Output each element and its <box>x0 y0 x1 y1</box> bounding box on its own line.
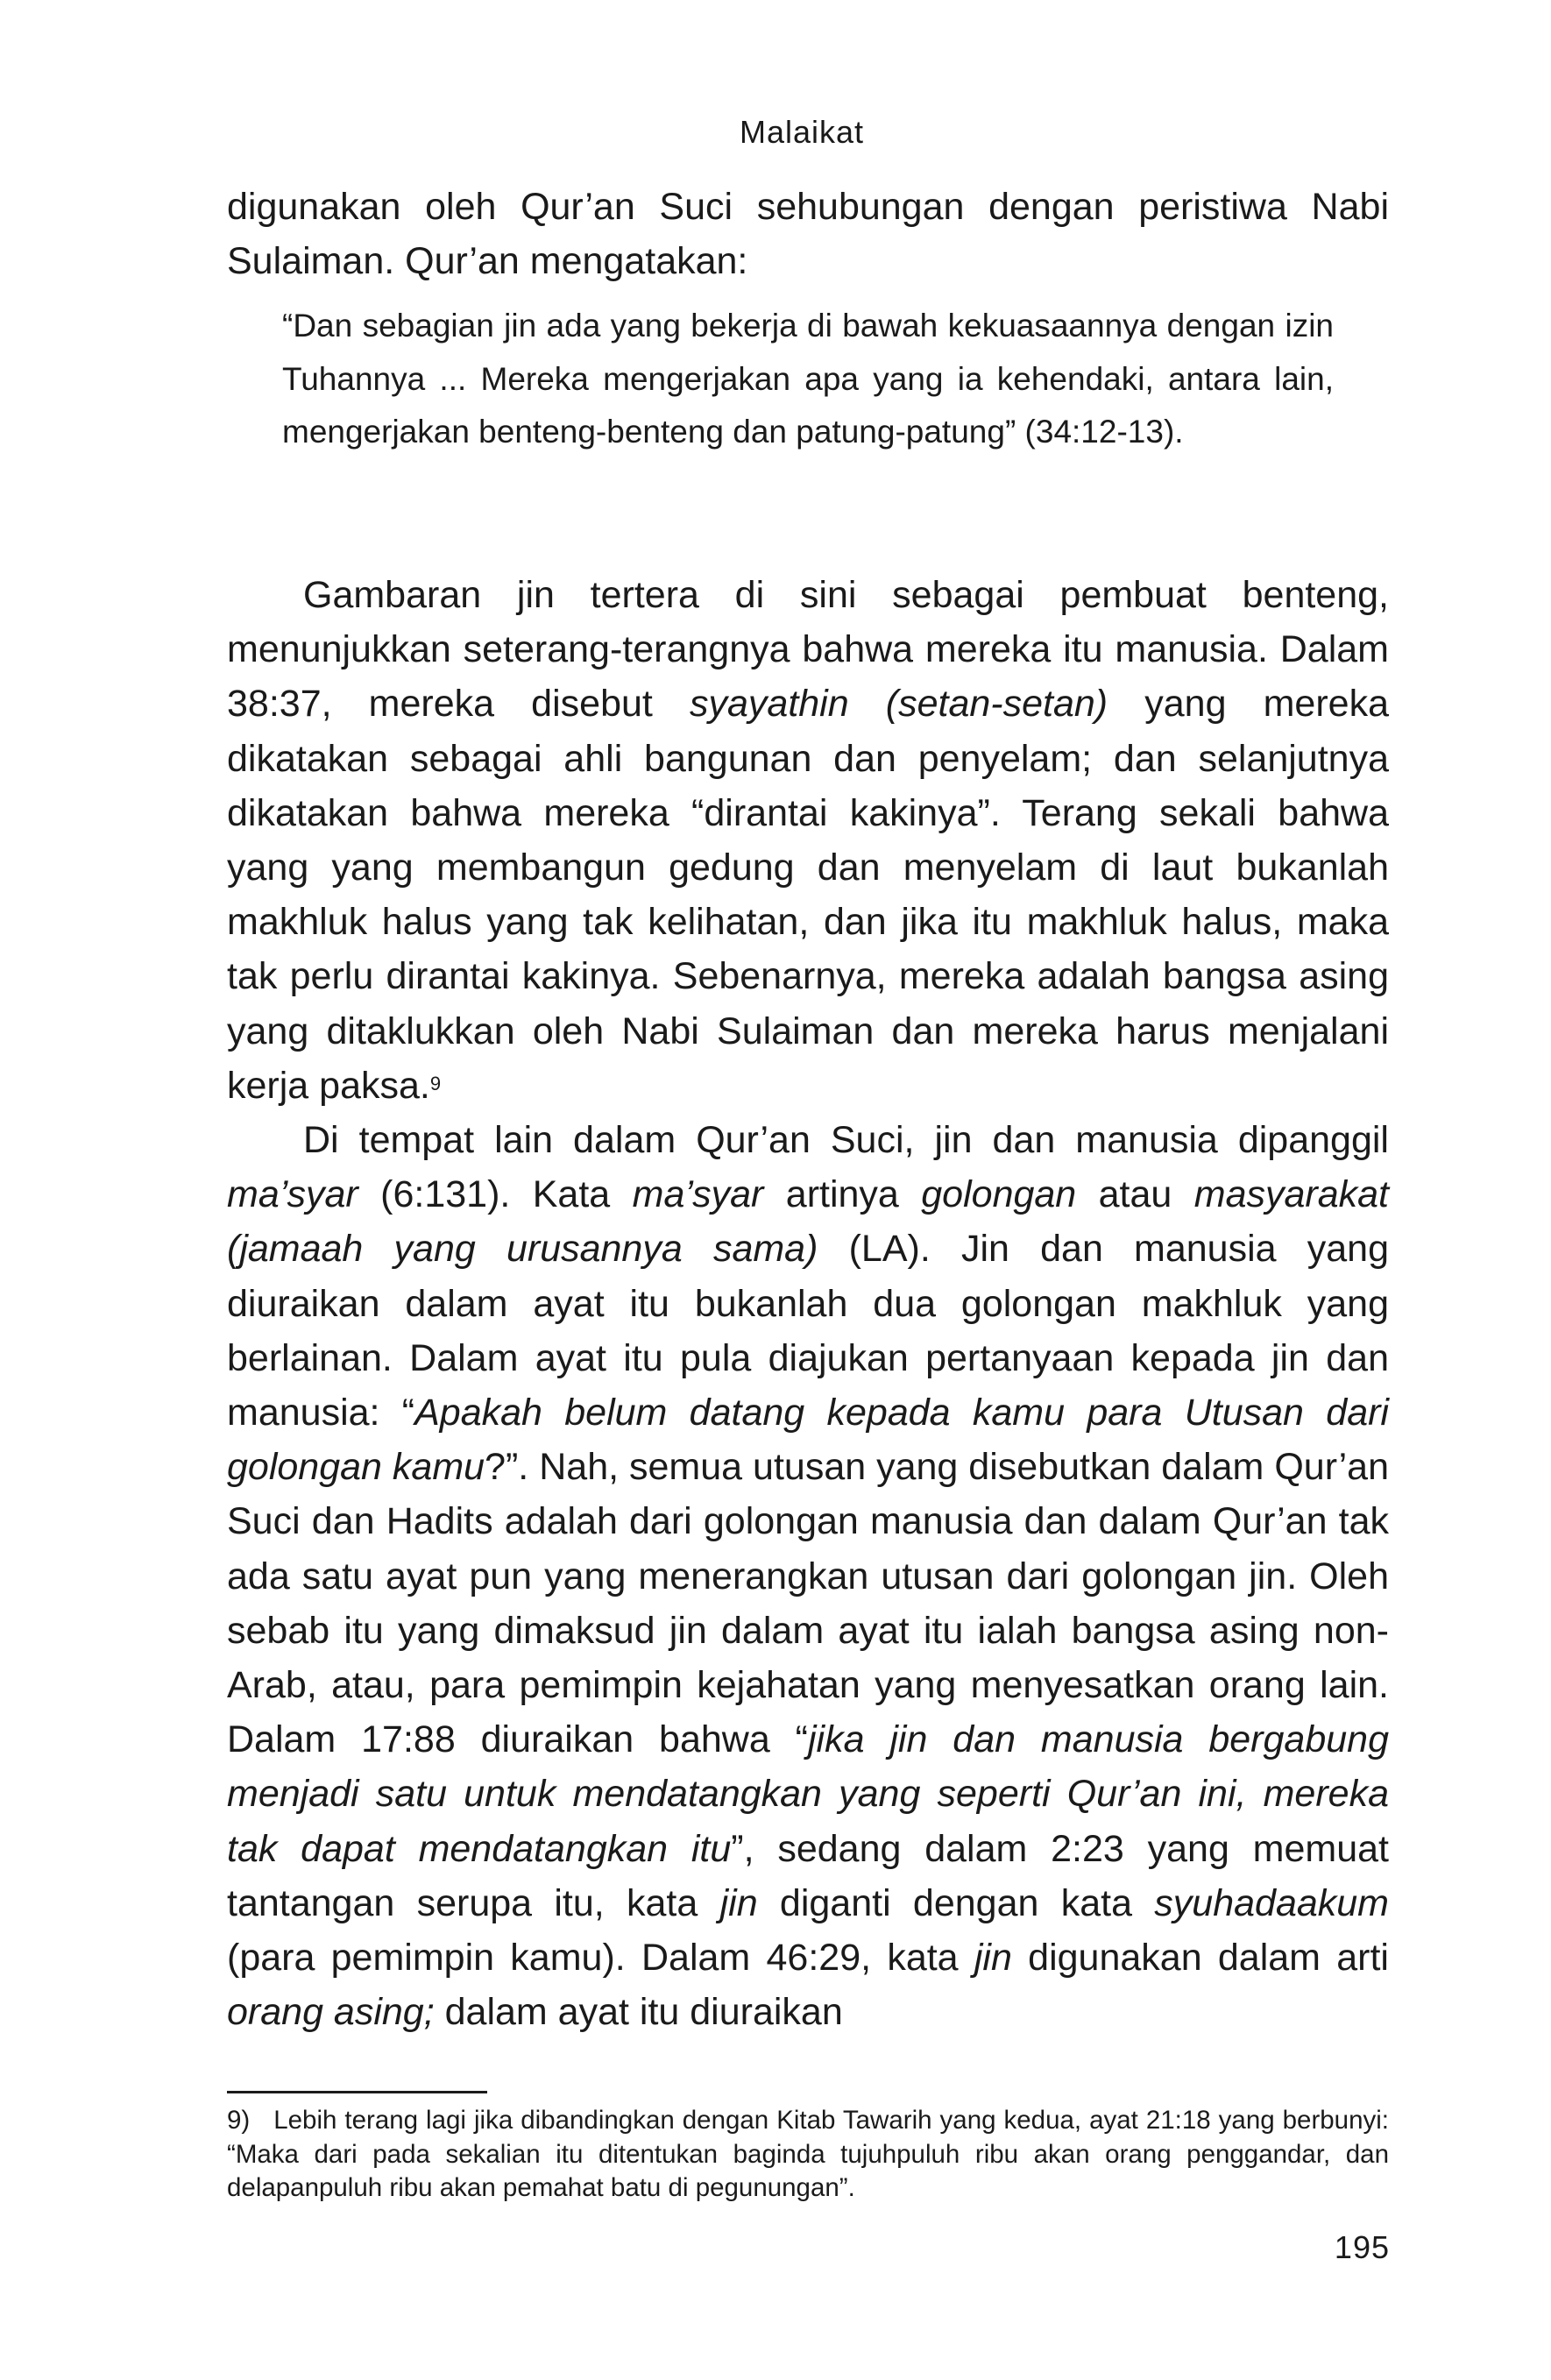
p3-italic: ma’syar <box>632 1173 764 1216</box>
p3-italic: jin <box>974 1937 1012 1980</box>
p2-italic-term: syayathin (setan-setan) <box>689 683 1108 726</box>
p3-italic: masyarakat (jamaah yang urusannya sama) <box>227 1173 1389 1271</box>
p3-text: diganti dengan kata <box>757 1881 1155 1924</box>
p3-italic: jin <box>719 1881 758 1924</box>
footnote-divider <box>227 2091 487 2093</box>
p3-text: artinya <box>763 1173 922 1216</box>
footnote-number: 9) <box>227 2106 251 2135</box>
p3-text: ?”. Nah, semua utusan yang disebutkan dalam Qur’an Suci dan Hadits adalah dari golongan manusia dan dalam Qur’an tak ada satu ayat pun yang menerangkan utusan dari golongan jin. Oleh sebab itu yang dimaksud jin dalam ayat itu ialah bangsa asing non-Arab, atau, para pemimpin kejahatan yang menyesatkan orang lain. Dalam 17:88 diuraikan bahwa “ <box>227 1446 1389 1761</box>
body-text <box>227 568 1389 2039</box>
p3-italic: jika jin dan manusia bergabung menjadi satu untuk mendatangkan yang seperti Qur’an ini, mereka tak dapat mendatangkan itu <box>227 1718 1389 1870</box>
running-head: Malaikat <box>739 114 865 150</box>
p3-italic: ma’syar <box>227 1173 358 1216</box>
quran-quote: “Dan sebagian jin ada yang bekerja di bawah kekuasaannya dengan izin Tuhannya ... Mereka mengerjakan apa yang ia kehendaki, antara lain, mengerjakan benteng-benteng dan patung-patung” (34:12-13). <box>282 308 1334 450</box>
footnote-text: Lebih terang lagi jika dibandingkan dengan Kitab Tawarih yang kedua, ayat 21:18 yang berbunyi: “Maka dari pada sekalian itu ditentukan baginda tujuhpuluh ribu akan orang penggandar, dan delapanpuluh ribu akan pemahat batu di pegunungan”. <box>227 2106 1389 2202</box>
p3-text: Di tempat lain dalam Qur’an Suci, jin dan manusia dipanggil <box>303 1119 1389 1162</box>
p2-text-2: yang mereka dikatakan sebagai ahli bangunan dan penyelam; dan selanjutnya dikatakan bahwa mereka “dirantai kakinya”. Terang sekali bahwa yang yang membangun gedung dan menyelam di laut bukanlah makhluk halus yang tak kelihatan, dan jika itu makhluk halus, maka tak perlu dirantai kakinya. Sebenarnya, mereka adalah bangsa asing yang ditaklukkan oleh Nabi Sulaiman dan mereka harus menjalani kerja paksa. <box>227 683 1389 1107</box>
footnote-9 <box>227 2104 1389 2206</box>
p2-text-1: Gambaran jin tertera di sini sebagai pembuat benteng, menunjukkan seterang-terangnya bahwa mereka itu manusia. Dalam 38:37, mereka disebut <box>227 574 1389 726</box>
p3-text: dalam ayat itu diuraikan <box>434 1991 843 2034</box>
p3-text: ”, sedang dalam 2:23 yang memuat tantangan serupa itu, kata <box>227 1827 1390 1924</box>
p3-italic: Apakah belum datang kepada kamu para Utusan dari golongan kamu <box>227 1392 1389 1489</box>
p3-italic: golongan <box>921 1173 1077 1216</box>
footnote-ref-9: 9 <box>429 1072 442 1094</box>
page-number: 195 <box>1334 2229 1390 2265</box>
p3-italic: syuhadaakum <box>1154 1881 1390 1924</box>
p3-italic: orang asing; <box>227 1991 435 2034</box>
p3-text: (6:131). Kata <box>358 1173 633 1216</box>
p3-text: (LA). Jin dan manusia yang diuraikan dalam ayat itu bukanlah dua golongan makhluk yang berlainan. Dalam ayat itu pula diajukan pertanyaan kepada jin dan manusia: “ <box>227 1228 1389 1434</box>
paragraph-1-text: digunakan oleh Qur’an Suci sehubungan dengan peristiwa Nabi Sulaiman. Qur’an mengatakan: <box>227 186 1389 283</box>
paragraph-3 <box>227 1113 1389 2039</box>
p3-text: atau <box>1076 1173 1194 1216</box>
p3-text: digunakan dalam arti <box>1011 1937 1389 1980</box>
paragraph-2 <box>227 568 1389 1113</box>
p3-text: (para pemimpin kamu). Dalam 46:29, kata <box>227 1937 974 1980</box>
paragraph-continuation <box>227 180 1389 288</box>
